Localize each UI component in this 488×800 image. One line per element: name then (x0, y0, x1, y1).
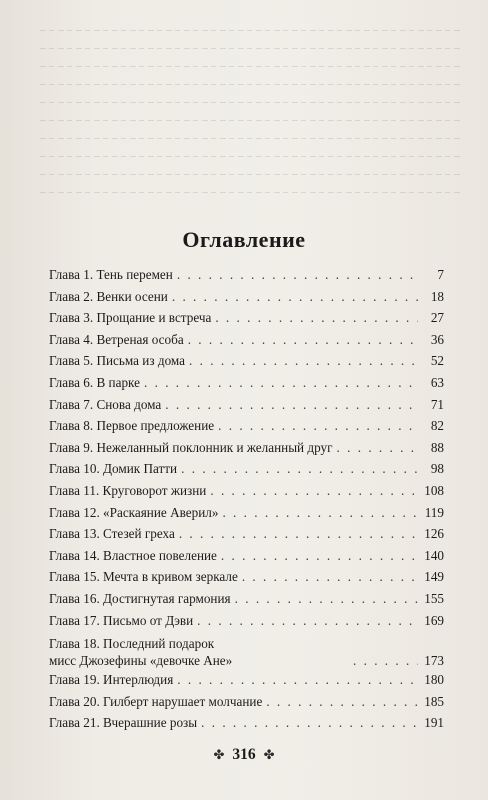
toc-entry-page: 82 (430, 418, 444, 434)
toc-entry-page: 173 (424, 653, 444, 669)
toc-leader-dots (266, 691, 418, 713)
toc-leader-dots (242, 566, 418, 588)
toc-entry (49, 669, 444, 691)
toc-entry-label-line1: Глава 18. Последний подарок (49, 636, 215, 652)
toc-leader-dots (215, 307, 418, 329)
toc-leader-dots (235, 588, 418, 610)
toc-entry (49, 286, 444, 308)
toc-leader-dots (189, 350, 418, 372)
toc-entry-page: 149 (424, 569, 444, 585)
toc-leader-dots (218, 415, 418, 437)
toc-entry-label: Глава 2. Венки осени (49, 288, 168, 304)
toc-leader-dots (210, 480, 418, 502)
toc-entry-page: 191 (424, 715, 444, 731)
toc-entry-label (49, 635, 349, 669)
toc-entry-page: 185 (424, 693, 444, 709)
toc-entry-page: 63 (430, 374, 444, 390)
toc-entry-page: 52 (430, 353, 444, 369)
toc-entry (49, 458, 444, 480)
toc-entry-label: Глава 21. Вчерашние розы (49, 715, 198, 731)
toc-entry (49, 437, 444, 459)
toc-entry-page: 36 (430, 331, 444, 347)
toc-entry-page: 155 (424, 590, 444, 606)
toc-entry (49, 691, 444, 713)
ornament-left-icon: ✤ (213, 747, 225, 762)
toc-entry-label-line2: мисс Джозефины «девочке Ане» (49, 653, 233, 669)
toc-entry-label: Глава 1. Тень перемен (49, 267, 173, 282)
toc-entry-label: Глава 3. Прощание и встреча (49, 310, 212, 326)
toc-entry-label: Глава 4. Ветреная особа (49, 331, 184, 347)
toc-entry-label: Глава 16. Достигнутая гармония (49, 590, 231, 606)
toc-entry-page: 119 (424, 504, 444, 520)
toc-entry-label: Глава 12. «Раскаяние Аверил» (49, 504, 219, 520)
toc-leader-dots (177, 669, 418, 691)
toc-leader-dots (353, 652, 418, 669)
ornament-right-icon: ✤ (263, 747, 275, 762)
toc-entry (49, 610, 444, 632)
toc-title: Оглавление (182, 227, 306, 252)
toc-entry (49, 372, 444, 394)
toc-entry-page: 169 (424, 612, 444, 628)
toc-leader-dots (201, 712, 418, 734)
toc-leader-dots (221, 545, 418, 567)
toc-entry (49, 394, 444, 416)
toc-entry-label: Глава 14. Властное повеление (49, 547, 217, 563)
toc-entry-label: Глава 11. Круговорот жизни (49, 482, 207, 498)
toc-entry-page: 98 (430, 461, 444, 477)
toc-entry-page: 126 (424, 526, 444, 542)
toc-leader-dots (337, 437, 418, 459)
toc-leader-dots (222, 502, 418, 524)
toc-entry-label: Глава 20. Гилберт нарушает молчание (49, 693, 263, 709)
toc-leader-dots (144, 372, 418, 394)
toc-entry-label: Глава 13. Стезей греха (49, 526, 175, 542)
toc-entry (49, 588, 444, 610)
toc-leader-dots (172, 286, 418, 308)
toc-entry (49, 480, 444, 502)
toc-leader-dots (181, 458, 418, 480)
toc-entry-page: 7 (437, 267, 444, 282)
toc-entry-label: Глава 15. Мечта в кривом зеркале (49, 569, 238, 585)
toc-entry-page: 18 (430, 288, 444, 304)
toc-leader-dots (197, 610, 418, 632)
toc-entry (49, 712, 444, 734)
toc-entry (49, 350, 444, 372)
toc-entry (49, 502, 444, 524)
toc-entry-label: Глава 5. Письма из дома (49, 353, 186, 369)
toc-entry-label: Глава 8. Первое предложение (49, 418, 215, 434)
toc-entry-page: 88 (430, 439, 444, 455)
toc-entry (49, 523, 444, 545)
toc-entry-page: 180 (424, 672, 444, 688)
toc-entry (49, 264, 444, 286)
toc-entry (49, 545, 444, 567)
toc-entry (49, 415, 444, 437)
page-number: 316 (232, 746, 256, 763)
toc-entry-label: Глава 10. Домик Патти (49, 461, 178, 477)
toc-entry-page: 27 (430, 310, 444, 326)
toc-leader-dots (165, 394, 418, 416)
toc-leader-dots (179, 523, 418, 545)
toc-leader-dots (177, 264, 418, 286)
toc-leader-dots (188, 329, 418, 351)
toc-entry-label: Глава 7. Снова дома (49, 396, 162, 412)
toc-entry (49, 631, 444, 669)
toc-entry-label: Глава 6. В парке (49, 374, 140, 390)
toc-entry-label: Глава 19. Интерлюдия (49, 672, 174, 688)
toc-entry-page: 71 (430, 396, 444, 412)
toc-entry (49, 566, 444, 588)
table-of-contents (49, 264, 444, 734)
toc-entry (49, 307, 444, 329)
toc-entry (49, 329, 444, 351)
toc-entry-label: Глава 17. Письмо от Дэви (49, 612, 194, 628)
page-footer (0, 746, 488, 764)
toc-entry-page: 140 (424, 547, 444, 563)
toc-entry-label: Глава 9. Нежеланный поклонник и желанный друг (49, 439, 333, 455)
bleed-through-text (40, 30, 460, 230)
toc-entry-page: 108 (424, 482, 444, 498)
